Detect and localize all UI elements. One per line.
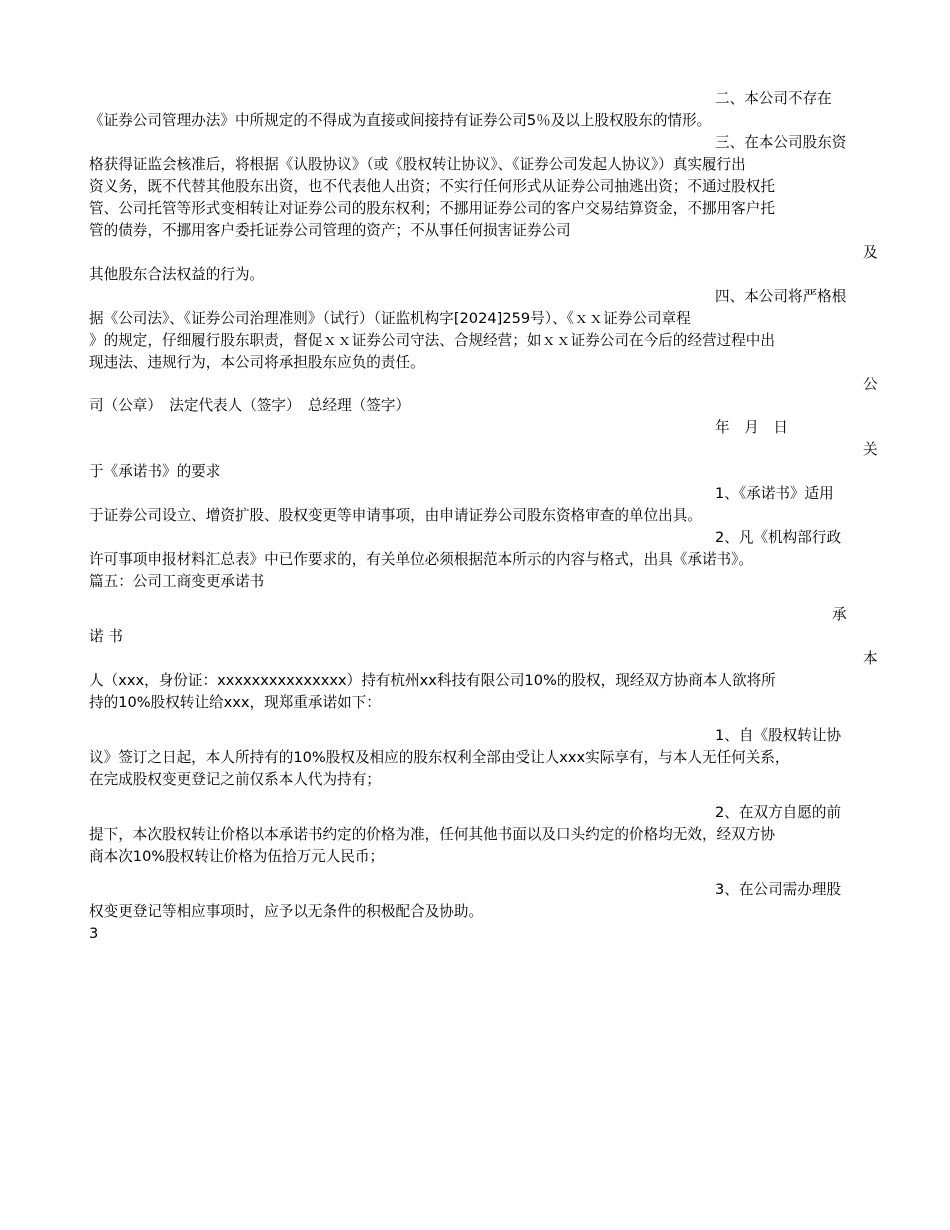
paragraph-line: 本	[863, 650, 878, 667]
paragraph-line: 提下，本次股权转让价格以本承诺书约定的价格为准，任何其他书面以及口头约定的价格均无效，经双方协	[89, 826, 775, 843]
document-body	[89, 88, 879, 945]
paragraph-line: 据《公司法》、《证券公司治理准则》（试行）（证监机构字[2024]259号）、《ｘｘ证券公司章程	[89, 310, 691, 327]
promise-3-heading: 3、在公司需办理股	[715, 881, 842, 898]
clause-3-heading: 三、在本公司股东资	[715, 134, 847, 151]
section-heading: 于《承诺书》的要求	[89, 463, 221, 480]
paragraph-line: 持的10%股权转让给xxx，现郑重承诺如下：	[89, 694, 381, 711]
section-heading: 关	[863, 441, 878, 458]
paragraph-line: 》的规定，仔细履行股东职责，督促ｘｘ证券公司守法、合规经营；如ｘｘ证券公司在今后的经营过程中出	[89, 332, 775, 349]
paragraph-line: 《证券公司管理办法》中所规定的不得成为直接或间接持有证券公司5％及以上股权股东的情形。	[89, 112, 712, 129]
paragraph-line: 人（xxx，身份证：xxxxxxxxxxxxxxx）持有杭州xx科技有限公司10%的股权，现经双方协商本人欲将所	[89, 672, 776, 689]
letter-title: 承	[832, 606, 847, 623]
paragraph-line: 许可事项申报材料汇总表》中已作要求的，有关单位必须根据范本所示的内容与格式，出具《承诺书》。	[89, 551, 754, 568]
paragraph-line: 及	[863, 244, 878, 261]
paragraph-line: 议》签订之日起，本人所持有的10%股权及相应的股东权利全部由受让人xxx实际享有，与本人无任何关系，	[89, 749, 790, 766]
paragraph-line: 格获得证监会核准后，将根据《认股协议》（或《股权转让协议》、《证券公司发起人协议》）真实履行出	[89, 156, 746, 173]
paragraph-line: 其他股东合法权益的行为。	[89, 266, 265, 283]
signature-line: 公	[863, 376, 878, 393]
signature-line: 司（公章） 法定代表人（签字） 总经理（签字）	[89, 397, 411, 414]
paragraph-line: 在完成股权变更登记之前仅系本人代为持有；	[89, 771, 381, 788]
paragraph-line: 管的债券，不挪用客户委托证券公司管理的资产；不从事任何损害证券公司	[89, 222, 571, 239]
clause-4-heading: 四、本公司将严格根	[715, 288, 847, 305]
promise-1-heading: 1、自《股权转让协	[715, 727, 842, 744]
clause-2-heading: 二、本公司不存在	[715, 90, 832, 107]
paragraph-line: 于证券公司设立、增资扩股、股权变更等申请事项，由申请证券公司股东资格审查的单位出具。	[89, 507, 702, 524]
date-line: 年 月 日	[715, 419, 788, 436]
requirement-2-heading: 2、凡《机构部行政	[715, 529, 842, 546]
letter-title: 诺 书	[89, 628, 123, 645]
paragraph-line: 商本次10%股权转让价格为伍拾万元人民币；	[89, 848, 385, 865]
page-number: 3	[89, 925, 99, 942]
paragraph-line: 管、公司托管等形式变相转让对证券公司的股东权利；不挪用证券公司的客户交易结算资金，不挪用客户托	[89, 200, 775, 217]
promise-2-heading: 2、在双方自愿的前	[715, 804, 842, 821]
chapter-title: 篇五：公司工商变更承诺书	[89, 573, 265, 590]
requirement-1-heading: 1、《承诺书》适用	[715, 485, 834, 502]
paragraph-line: 资义务，既不代替其他股东出资，也不代表他人出资；不实行任何形式从证券公司抽逃出资；不通过股权托	[89, 178, 775, 195]
paragraph-line: 权变更登记等相应事项时，应予以无条件的积极配合及协助。	[89, 903, 484, 920]
paragraph-line: 现违法、违规行为，本公司将承担股东应负的责任。	[89, 354, 425, 371]
